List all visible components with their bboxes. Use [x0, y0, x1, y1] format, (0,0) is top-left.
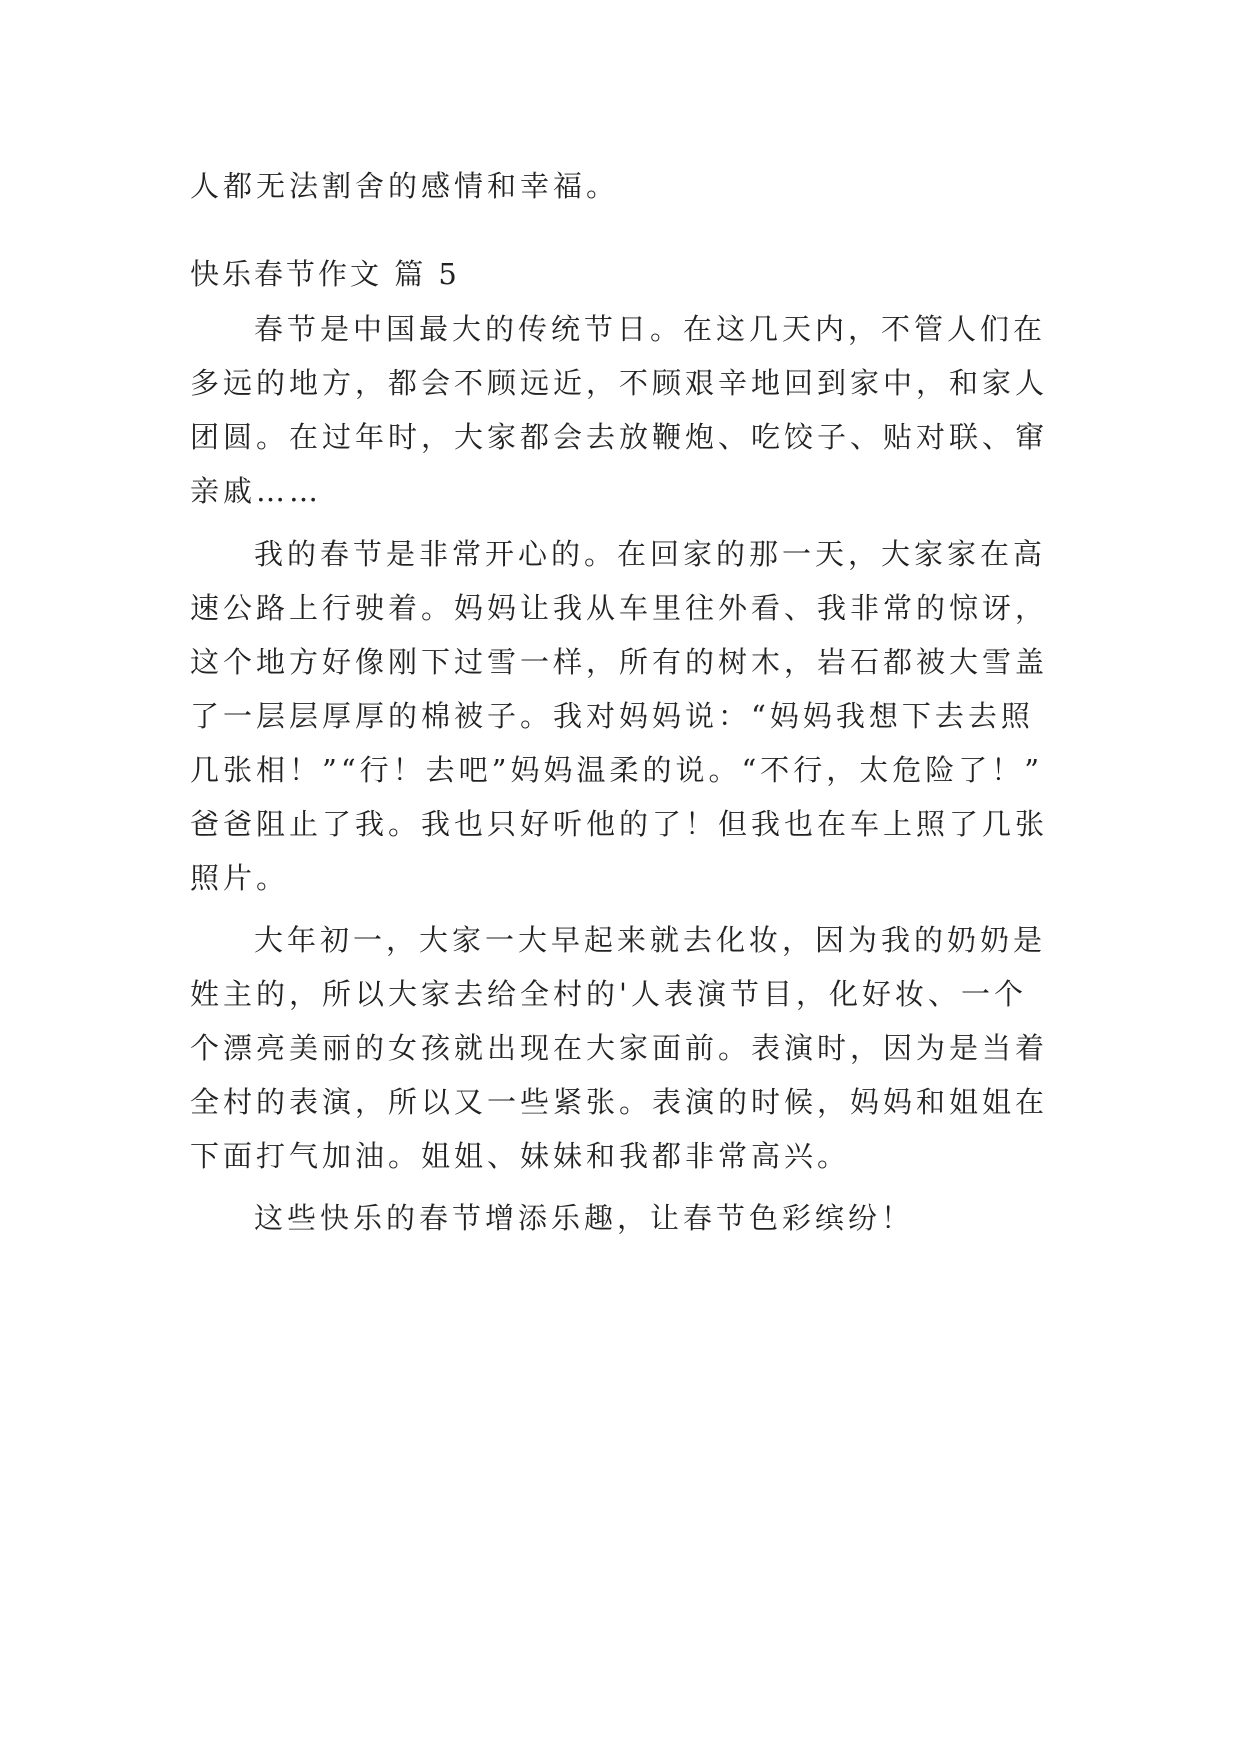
- paragraph-line: 全村的表演，所以又一些紧张。表演的时候，妈妈和姐姐在: [190, 1085, 1049, 1119]
- paragraph-line: 我的春节是非常开心的。在回家的那一天，大家家在高: [254, 537, 1047, 571]
- paragraph-line: 速公路上行驶着。妈妈让我从车里往外看、我非常的惊讶，: [190, 591, 1049, 625]
- paragraph-line: 照片。: [190, 861, 290, 895]
- continuation-line: 人都无法割舍的感情和幸福。: [190, 169, 620, 203]
- paragraph-line: 姓主的，所以大家去给全村的'人表演节目，化好妆、一个: [190, 977, 1027, 1011]
- paragraph-line: 爸爸阻止了我。我也只好听他的了！但我也在车上照了几张: [190, 807, 1049, 841]
- paragraph-line: 下面打气加油。姐姐、妹妹和我都非常高兴。: [190, 1139, 851, 1173]
- paragraph-line: 这个地方好像刚下过雪一样，所有的树木，岩石都被大雪盖: [190, 645, 1049, 679]
- paragraph-line: 团圆。在过年时，大家都会去放鞭炮、吃饺子、贴对联、窜: [190, 420, 1049, 454]
- paragraph-line: 大年初一，大家一大早起来就去化妆，因为我的奶奶是: [254, 923, 1047, 957]
- paragraph-line: 春节是中国最大的传统节日。在这几天内，不管人们在: [254, 312, 1047, 346]
- paragraph-line: 个漂亮美丽的女孩就出现在大家面前。表演时，因为是当着: [190, 1031, 1049, 1065]
- paragraph-line: 亲戚……: [190, 474, 323, 508]
- paragraph-line: 了一层层厚厚的棉被子。我对妈妈说：“妈妈我想下去去照: [190, 699, 1034, 733]
- section-title: 快乐春节作文 篇 5: [190, 257, 460, 291]
- paragraph-line: 多远的地方，都会不顾远近，不顾艰辛地回到家中，和家人: [190, 366, 1049, 400]
- paragraph-line: 几张相！”“行！去吧”妈妈温柔的说。“不行，太危险了！”: [190, 753, 1044, 787]
- paragraph-line: 这些快乐的春节增添乐趣，让春节色彩缤纷！: [254, 1201, 915, 1235]
